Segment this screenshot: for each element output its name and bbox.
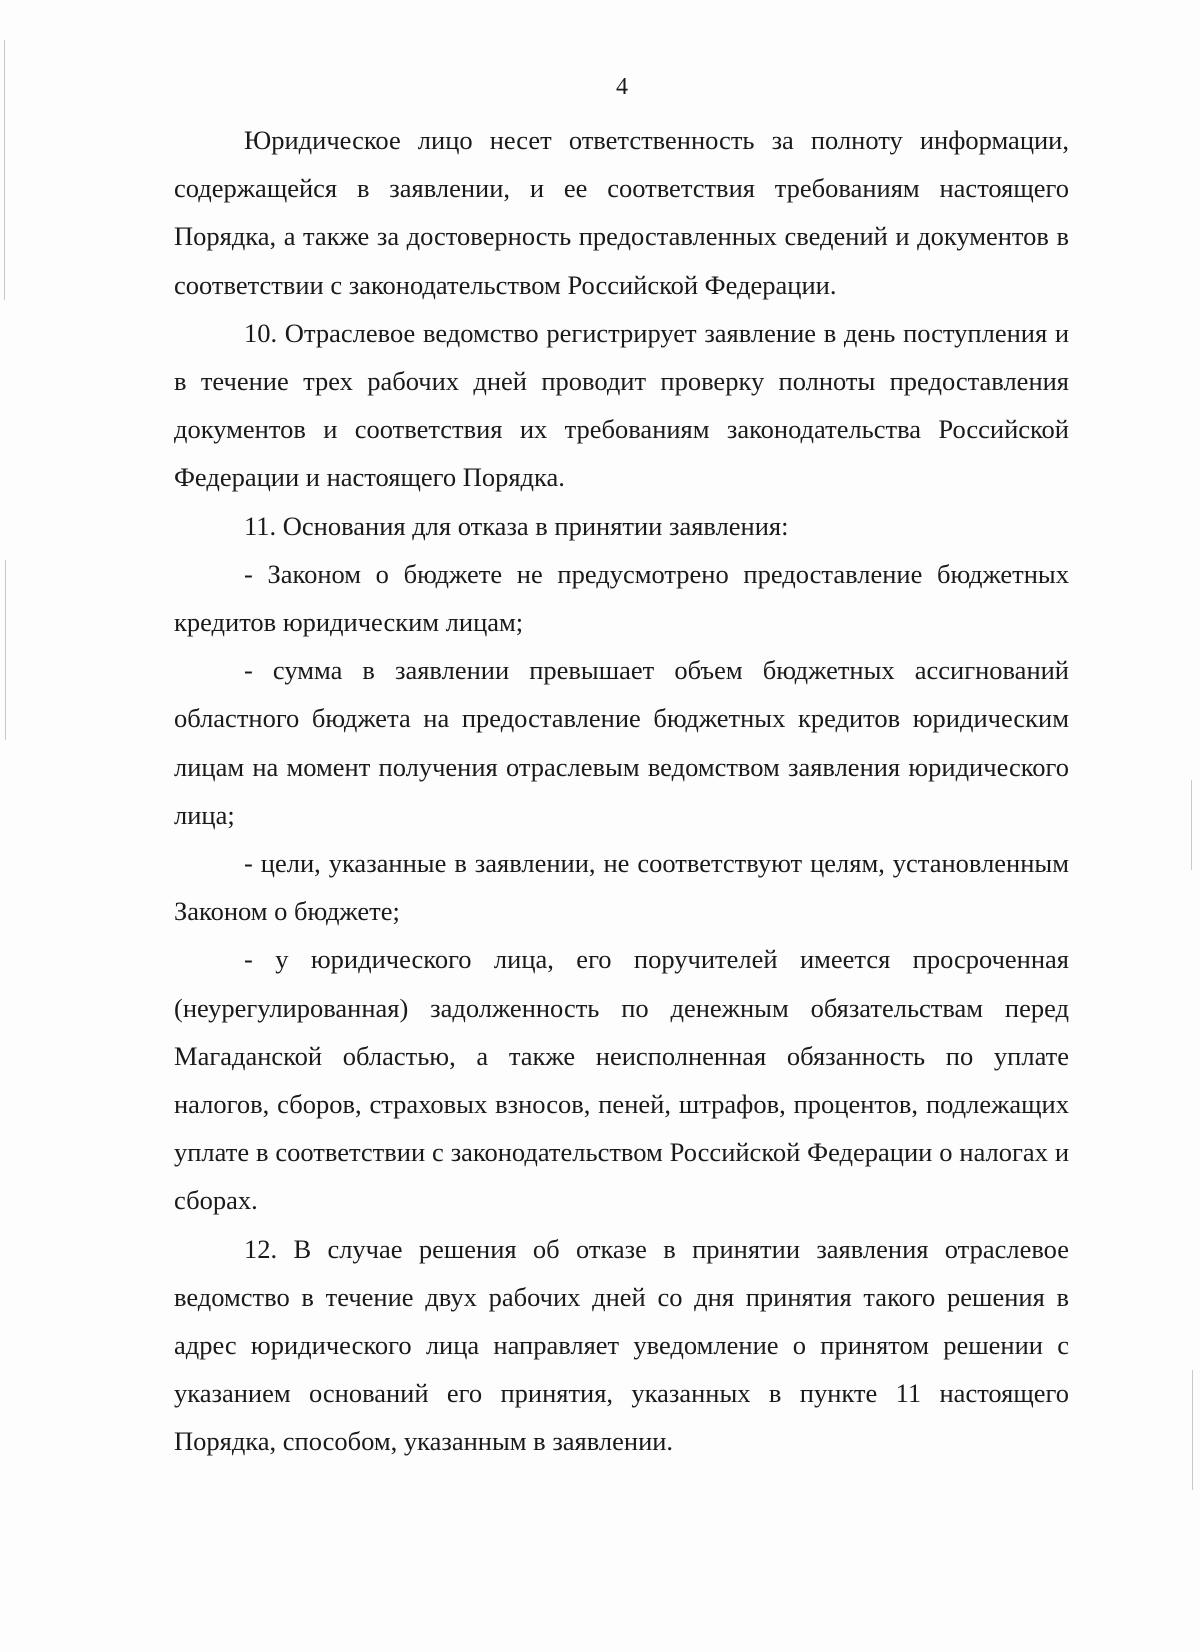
- page-number: 4: [616, 74, 628, 100]
- paragraph-item-12: 12. В случае решения об отказе в принятии заявления отраслевое ведомство в течение двух рабочих дней со дня принятия такого решения в адрес юридического лица направляет уведомление о принятом решении с указанием оснований его принятия, указанных в пункте 11 настоящего Порядка, способом, указанным в заявлении.: [174, 1233, 1069, 1457]
- paragraph-item-10: 10. Отраслевое ведомство регистрирует заявление в день поступления и в течение трех рабочих дней проводит проверку полноты предоставления документов и соответствия их требованиям законодательства Российской Федерации и настоящего Порядка.: [174, 317, 1069, 493]
- scan-edge-mark: [1191, 780, 1192, 870]
- list-item-amount-exceeds: - сумма в заявлении превышает объем бюджетных ассигнований областного бюджета на предоставление бюджетных кредитов юридическим лицам на момент получения отраслевым ведомством заявления юридического лица;: [174, 655, 1069, 830]
- list-item-goals-mismatch: - цели, указанные в заявлении, не соответствуют целям, установленным Законом о бюджете;: [174, 848, 1069, 927]
- list-item-no-budget-provision: - Законом о бюджете не предусмотрено предоставление бюджетных кредитов юридическим лицам;: [174, 558, 1069, 638]
- scan-edge-mark: [5, 560, 6, 740]
- paragraph-item-11: 11. Основания для отказа в принятии заявления:: [244, 510, 789, 541]
- paragraph-responsibility: Юридическое лицо несет ответственность за полноту информации, содержащейся в заявлении, и ее соответствия требованиям настоящего Порядка, а также за достоверность предоставленных сведений и документов в соответствии с законодательством Российской Федерации.: [174, 125, 1069, 300]
- list-item-overdue-debt: - у юридического лица, его поручителей имеется просроченная (неурегулированная) задолженность по денежным обязательствам перед Магаданской областью, а также неисполненная обязанность по уплате налогов, сборов, страховых взносов, пеней, штрафов, процентов, подлежащих уплате в соответствии с законодательством Российской Федерации о налогах и сборах.: [174, 944, 1069, 1216]
- scan-edge-mark: [1192, 1370, 1193, 1490]
- document-body: [174, 116, 1069, 1466]
